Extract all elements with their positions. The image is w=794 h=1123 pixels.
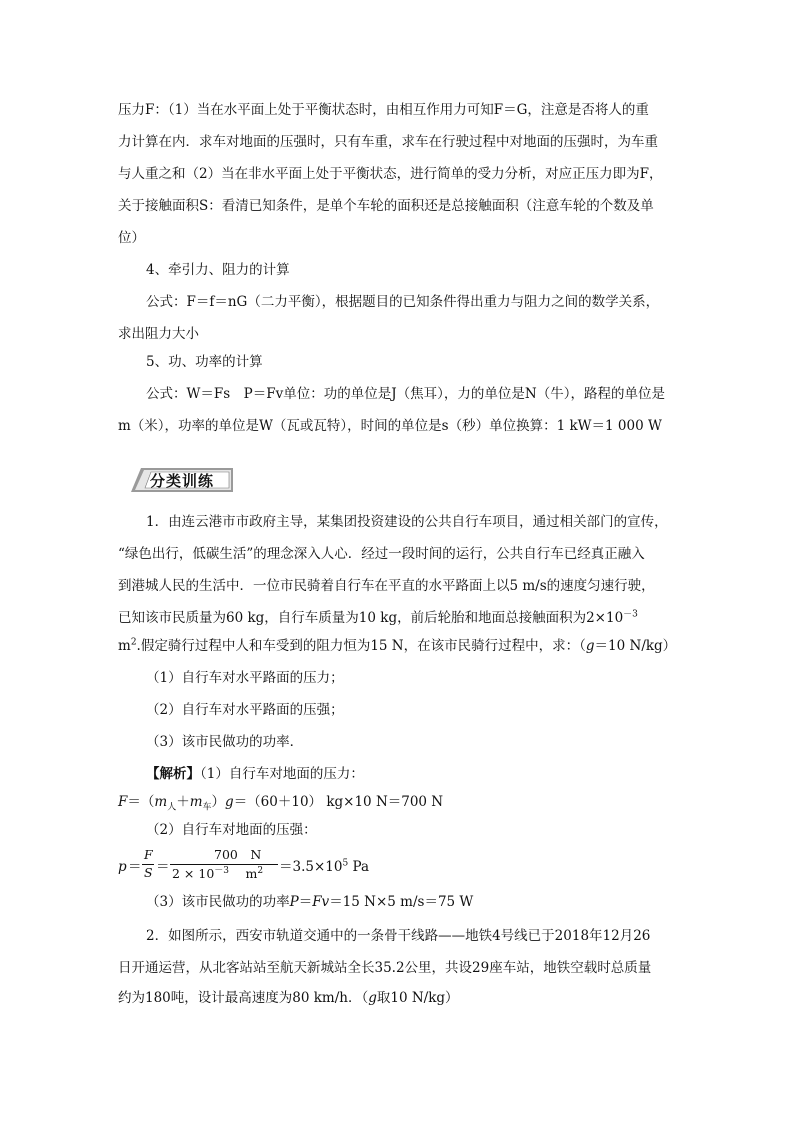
q1-line-3: 到港城人民的生活中．一位市民骑着自行车在平直的水平路面上以5 m/s的速度匀速行驶，	[118, 578, 655, 594]
q1-subquestion-1: （1）自行车对水平路面的压力；	[146, 670, 344, 686]
heading-traction-resistance: 4、牵引力、阻力的计算	[146, 262, 290, 278]
q1-line-2: “绿色出行，低碳生活”的理念深入人心．经过一段时间的运行，公共自行车已经真正融入	[118, 546, 645, 562]
heading-work-power: 5、功、功率的计算	[146, 354, 263, 370]
q1-subquestion-2: （2）自行车对水平路面的压强；	[146, 702, 344, 718]
pressure-line-4: 关于接触面积S：看清已知条件，是单个车轮的面积还是总接触面积（注意车轮的个数及单	[118, 198, 654, 214]
pressure-den: $2 \times 10^{-3}$ $m^2$	[172, 865, 264, 881]
pressure-line-3: 与人重之和（2）当在非水平面上处于平衡状态，进行简单的受力分析，对应正压力即为F，	[118, 166, 663, 182]
pressure-var-p: p	[118, 859, 127, 875]
force-formula: $F=(m_人+m_车)g=(60+10)$ kg×10 N＝700 N	[118, 794, 444, 813]
pressure-line-5: 位）	[118, 230, 145, 246]
analysis-tag: 【解析】	[146, 766, 200, 782]
q1-line-5: $m^2$.假定骑行过程中人和车受到的阻力恒为15 N，在该市民骑行过程中，求：（g＝10 N/kg）	[118, 637, 677, 654]
q1-line-1: 1．由连云港市市政府主导，某集团投资建设的公共自行车项目，通过相关部门的宣传，	[146, 514, 668, 530]
q1-line-4: 已知该市民质量为60 kg，自行车质量为10 kg，前后轮胎和地面总接触面积为$2\times 10^{-3}$	[118, 609, 638, 626]
formula-4-line-1: 公式：F＝f＝nG（二力平衡），根据题目的已知条件得出重力与阻力之间的数学关系，	[146, 294, 660, 310]
q2-line-1: 2．如图所示，西安市轨道交通中的一条骨干线路——地铁4号线已于2018年12月26	[146, 928, 651, 944]
pressure-eq-2: ＝	[156, 859, 170, 875]
formula-4-line-2: 求出阻力大小	[118, 326, 199, 342]
pressure-eq-1: ＝	[128, 859, 142, 875]
pressure-line-1: 压力F：（1）当在水平面上处于平衡状态时，由相互作用力可知F＝G，注意是否将人的重	[118, 102, 649, 118]
formula-5-line-1: 公式：W＝Fs P＝Fv单位：功的单位是J（焦耳），力的单位是N（牛），路程的单位是	[146, 386, 665, 402]
analysis-line-2: （2）自行车对地面的压强：	[146, 822, 317, 838]
pressure-frac-num: F	[144, 847, 153, 862]
formula-5-line-2: m（米），功率的单位是W（瓦或瓦特），时间的单位是s（秒）单位换算：1 kW＝1 000 W	[118, 418, 662, 434]
pressure-value-bar	[170, 864, 278, 865]
analysis-line-1: 【解析】（1）自行车对地面的压力：	[146, 766, 364, 782]
pressure-frac-den: S	[144, 865, 153, 880]
q1-subquestion-3: （3）该市民做功的功率．	[146, 734, 304, 750]
q2-line-2: 日开通运营，从北客站站至航天新城站全长35.2公里，共设29座车站，地铁空载时总质量	[118, 960, 652, 976]
q2-line-3: 约为180吨，设计最高速度为80 km/h．（g取10 N/kg）	[118, 990, 459, 1006]
section-badge-label: 分类训练	[150, 472, 215, 490]
pressure-result: $=3.5\times 10^5$ Pa	[279, 858, 370, 875]
analysis-line-3: （3）该市民做功的功率P＝Fv＝15 N×5 m/s＝75 W	[146, 894, 474, 910]
pressure-num: 700 N	[214, 847, 262, 862]
pressure-line-2: 力计算在内．求车对地面的压强时，只有车重，求车在行驶过程中对地面的压强时，为车重	[118, 134, 658, 150]
